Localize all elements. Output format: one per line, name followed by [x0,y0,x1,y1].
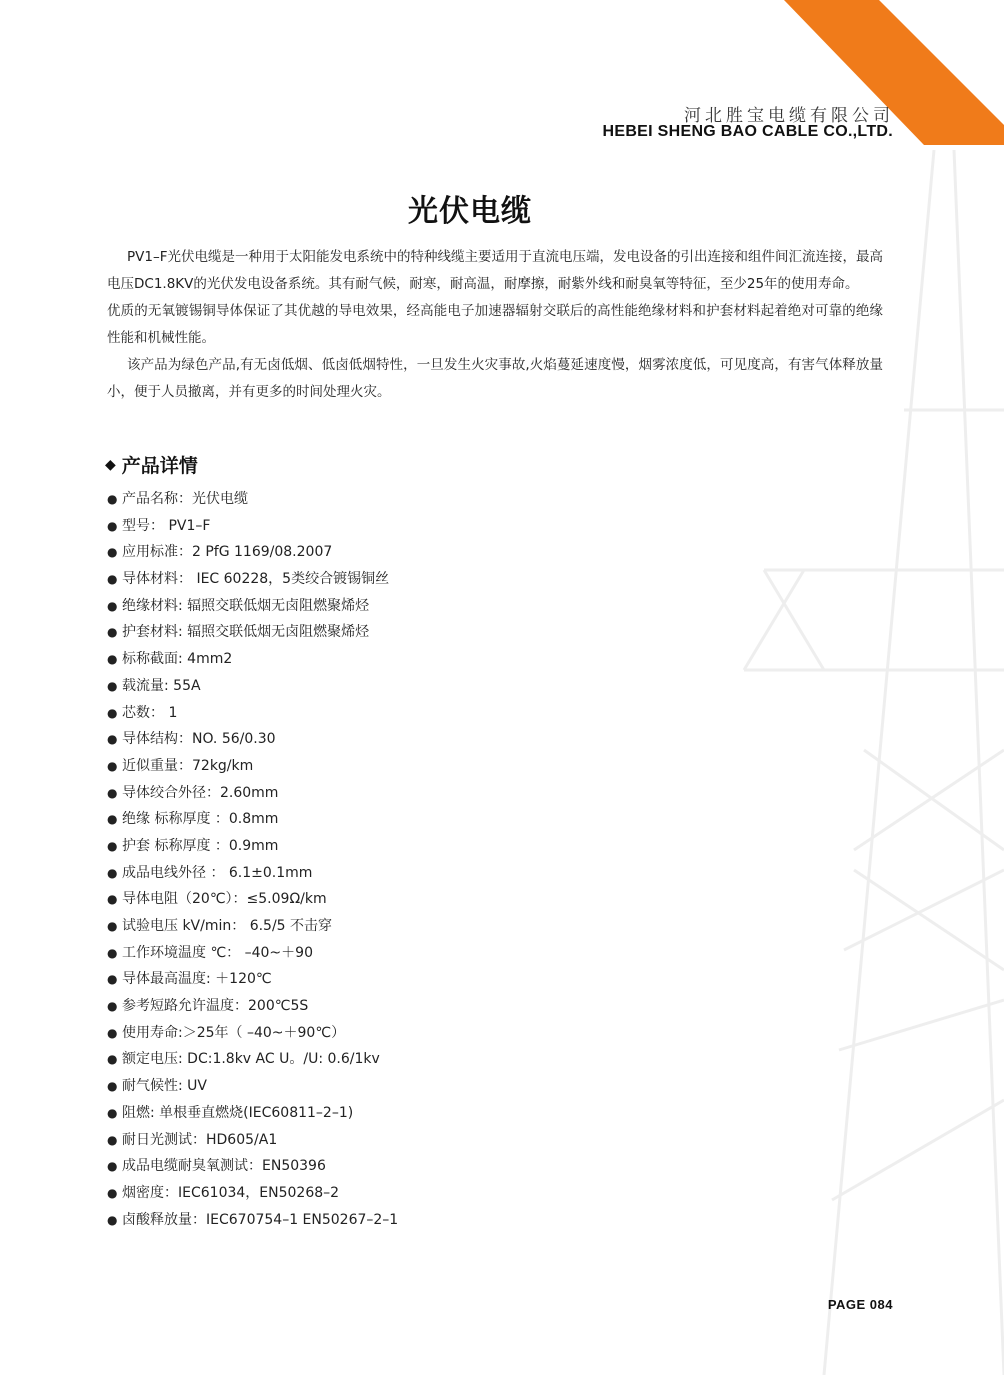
spec-text: 参考短路允许温度：200℃5S [122,998,309,1015]
spec-text: 耐气候性: UV [122,1078,207,1095]
spec-item [107,753,398,780]
spec-text: 烟密度：IEC61034，EN50268–2 [122,1184,340,1201]
diamond-icon: ◆ [105,456,116,473]
spec-item [107,886,398,913]
bullet-icon: ● [107,705,118,720]
bullet-icon: ● [107,678,118,693]
section-title: 产品详情 [121,455,198,477]
spec-text: 绝缘 标称厚度 ：0.8mm [122,811,279,828]
spec-item [107,593,398,620]
spec-text: 卤酸释放量：IEC670754–1 EN50267–2–1 [122,1211,399,1228]
spec-text: 产品名称：光伏电缆 [122,491,248,507]
bullet-icon: ● [107,518,118,533]
spec-item [107,940,398,967]
intro-paragraph-3: 该产品为绿色产品,有无卤低烟、低卤低烟特性，一旦发生火灾事故,火焰蔓延速度慢，烟雾浓度低，可见度高，有害气体释放量小，便于人员撤离，并有更多的时间处理火灾。 [107,357,883,400]
spec-text: 导体材料： IEC 60228，5类绞合镀锡铜丝 [122,571,390,588]
bullet-icon: ● [107,572,118,587]
spec-item [107,1180,398,1207]
spec-text: 芯数： 1 [122,704,178,721]
spec-text: 护套 标称厚度 ：0.9mm [122,837,279,854]
bullet-icon: ● [107,812,118,827]
bullet-icon: ● [107,1132,118,1147]
intro-text [107,244,883,406]
spec-item [107,726,398,753]
page-title: 光伏电缆 [408,194,532,229]
spec-item [107,513,398,540]
bullet-icon: ● [107,1105,118,1120]
spec-item [107,780,398,807]
bullet-icon: ● [107,1025,118,1040]
spec-item [107,860,398,887]
spec-text: 耐日光测试：HD605/A1 [122,1131,278,1148]
intro-paragraph-2: 优质的无氧镀锡铜导体保证了其优越的导电效果，经高能电子加速器辐射交联后的高性能绝缘材料和护套材料起着绝对可靠的绝缘性能和机械性能。 [107,303,883,346]
bullet-icon: ● [107,492,118,506]
spec-item [107,966,398,993]
spec-item [107,619,398,646]
bullet-icon: ● [107,625,118,640]
spec-item [107,993,398,1020]
section-heading [105,451,198,478]
spec-item [107,1153,398,1180]
spec-item [107,646,398,673]
spec-text: 成品电缆耐臭氧测试：EN50396 [122,1158,326,1175]
spec-text: 标称截面: 4mm2 [122,651,233,668]
bullet-icon: ● [107,1159,118,1174]
spec-item [107,566,398,593]
spec-text: 型号： PV1–F [122,517,211,534]
bullet-icon: ● [107,545,118,560]
bullet-icon: ● [107,1212,118,1227]
spec-text: 成品电线外径 ： 6.1±0.1mm [122,864,313,881]
bullet-icon: ● [107,758,118,773]
spec-item [107,1020,398,1047]
bullet-icon: ● [107,785,118,800]
bullet-icon: ● [107,732,118,747]
spec-list [107,486,398,1233]
spec-text: 近似重量：72kg/km [122,757,254,774]
company-name-en: HEBEI SHENG BAO CABLE CO.,LTD. [602,123,893,140]
bullet-icon: ● [107,865,118,880]
spec-text: 载流量: 55A [122,677,201,694]
bullet-icon: ● [107,838,118,853]
spec-text: 导体结构：NO. 56/0.30 [122,731,276,748]
spec-item [107,1073,398,1100]
spec-text: 导体最高温度: ＋120℃ [122,971,272,988]
spec-text: 工作环境温度 ℃： –40~＋90 [122,944,313,961]
spec-text: 导体绞合外径：2.60mm [122,784,279,801]
spec-text: 试验电压 kV/min： 6.5/5 不击穿 [122,918,333,934]
spec-text: 额定电压: DC:1.8kv AC U。/U: 0.6/1kv [122,1051,380,1068]
spec-text: 导体电阻（20℃）：≤5.09Ω/km [122,891,327,908]
spec-text: 阻燃: 单根垂直燃烧(IEC60811–2–1) [122,1104,354,1121]
spec-item [107,539,398,566]
spec-item [107,700,398,727]
spec-item [107,913,398,940]
bullet-icon: ● [107,945,118,960]
spec-item [107,673,398,700]
page-number: PAGE 084 [827,1297,893,1312]
bullet-icon: ● [107,999,118,1014]
spec-item [107,1127,398,1154]
bullet-icon: ● [107,598,118,613]
spec-item [107,833,398,860]
spec-text: 护套材料: 辐照交联低烟无卤阻燃聚烯烃 [122,624,370,641]
spec-item [107,1207,398,1234]
spec-item [107,806,398,833]
bullet-icon: ● [107,652,118,667]
spec-item [107,1046,398,1073]
bullet-icon: ● [107,1052,118,1067]
bullet-icon: ● [107,1185,118,1200]
spec-text: 绝缘材料: 辐照交联低烟无卤阻燃聚烯烃 [122,597,370,614]
bullet-icon: ● [107,892,118,907]
bullet-icon: ● [107,972,118,987]
intro-paragraph-1: PV1–F光伏电缆是一种用于太阳能发电系统中的特种线缆主要适用于直流电压端，发电设备的引出连接和组件间汇流连接，最高电压DC1.8KV的光伏发电设备系统。其有耐气候，耐寒，耐高温，耐摩擦，耐紫外线和耐臭氧等特征，至少25年的使用寿命。 [107,249,883,292]
bullet-icon: ● [107,919,118,933]
company-name-cn: 河北胜宝电缆有限公司 [684,106,894,126]
spec-text: 使用寿命:＞25年（ –40~＋90℃） [122,1024,346,1041]
spec-item [107,1100,398,1127]
spec-item [107,486,398,513]
bullet-icon: ● [107,1079,118,1094]
spec-text: 应用标准：2 PfG 1169/08.2007 [122,544,333,561]
